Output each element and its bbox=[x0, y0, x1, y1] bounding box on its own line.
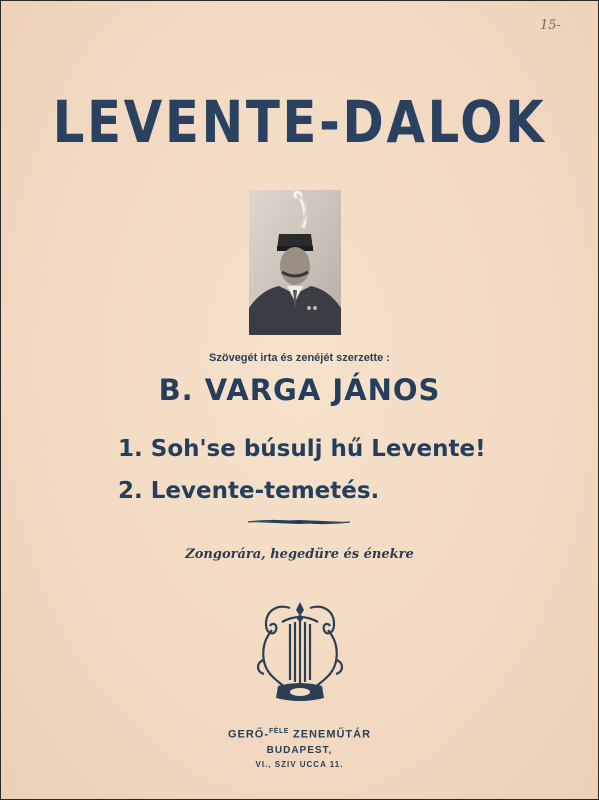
publisher-address: VI., SZIV UCCA 11. bbox=[255, 759, 344, 769]
song-item: 2. Levente-temetés. bbox=[118, 478, 380, 504]
composer-portrait bbox=[249, 190, 341, 335]
handwritten-price-note: 15- bbox=[540, 18, 561, 33]
composer-name: B. VARGA JÁNOS bbox=[158, 373, 441, 407]
ornamental-divider-icon bbox=[248, 516, 350, 528]
publisher-city: BUDAPEST, bbox=[266, 744, 333, 756]
instrumentation: Zongorára, hegedüre és énekre bbox=[185, 547, 414, 562]
song-item: 1. Soh'se búsulj hű Levente! bbox=[118, 436, 486, 462]
publisher-name-main: ZENEMŰTÁR bbox=[288, 728, 372, 741]
publisher-name bbox=[0, 728, 599, 741]
publisher-name-small: FÉLE bbox=[269, 728, 289, 735]
portrait-photo-icon bbox=[249, 190, 341, 335]
page-title: LEVENTE-DALOK bbox=[52, 88, 547, 156]
publisher-block bbox=[0, 728, 599, 769]
lyre-emblem-icon bbox=[252, 600, 348, 704]
publisher-name-prefix: GERŐ- bbox=[227, 728, 270, 741]
credit-line: Szövegét irta és zenéjét szerzette : bbox=[209, 352, 390, 364]
song-list bbox=[118, 428, 486, 512]
